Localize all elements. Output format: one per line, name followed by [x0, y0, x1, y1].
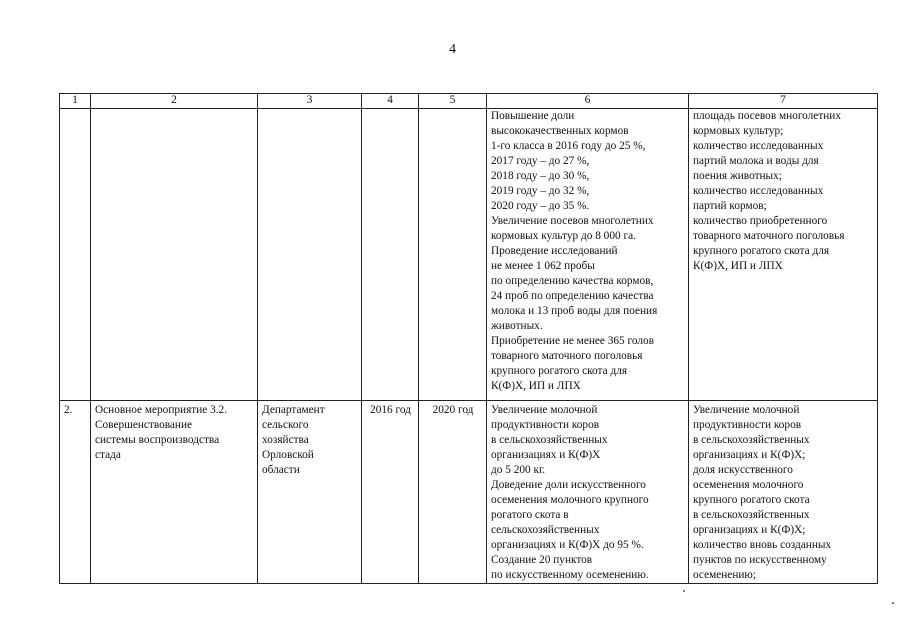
text-line: высококачественных кормов: [491, 125, 629, 137]
text-line: товарного маточного поголовья: [491, 350, 643, 362]
text-line: Увеличение посевов многолетних: [491, 215, 654, 227]
text-line: 24 проб по определению качества: [491, 290, 654, 302]
text-line: крупного рогатого скота: [693, 494, 810, 506]
text-line: организациях и К(Ф)Х: [491, 449, 601, 461]
text-line: сельскохозяйственных: [491, 524, 600, 536]
cell-results: [487, 109, 689, 401]
cell-results: [487, 401, 689, 584]
text-line: системы воспроизводства: [95, 434, 220, 446]
text-line: хозяйства: [262, 434, 309, 446]
text-line: сельского: [262, 419, 309, 431]
text-line: до 5 200 кг.: [491, 464, 546, 476]
header-row: [60, 94, 878, 109]
text-line: поения животных;: [693, 170, 782, 182]
text-line: организациях и К(Ф)Х;: [693, 524, 806, 536]
text-line: рогатого скота в: [491, 509, 569, 521]
text-line: осеменения молочного крупного: [491, 494, 649, 506]
text-line: 1-го класса в 2016 году до 25 %,: [491, 140, 646, 152]
header-col-7: 7: [689, 94, 878, 109]
text-line: Увеличение молочной: [693, 404, 800, 416]
cell-empty: [91, 109, 258, 401]
text-line: 2018 году – до 30 %,: [491, 170, 590, 182]
text-line: крупного рогатого скота для: [693, 245, 830, 257]
cell-indicators: [689, 401, 878, 584]
text-line: по искусственному осеменению.: [491, 569, 649, 581]
page-number: 4: [449, 42, 456, 57]
cell-empty: [362, 109, 419, 401]
text-line: животных.: [491, 320, 543, 332]
text-line: кормовых культур;: [693, 125, 784, 137]
cell-end-year: 2020 год: [419, 401, 487, 584]
text-line: Основное мероприятие 3.2.: [95, 404, 228, 416]
text-line: осеменению;: [693, 569, 756, 581]
text-line: партий кормов;: [693, 200, 767, 212]
header-col-1: 1: [60, 94, 91, 109]
text-line: количество исследованных: [693, 185, 824, 197]
cell-measure: [91, 401, 258, 584]
scan-speck: [683, 590, 685, 592]
text-line: количество вновь созданных: [693, 539, 832, 551]
header-col-5: 5: [419, 94, 487, 109]
text-line: продуктивности коров: [491, 419, 600, 431]
table-row: [60, 109, 878, 401]
text-line: в сельскохозяйственных: [693, 509, 810, 521]
text-line: количество исследованных: [693, 140, 824, 152]
cell-executor: [258, 401, 362, 584]
text-line: молока и 13 проб воды для поения: [491, 305, 658, 317]
table-row: [60, 401, 878, 584]
cell-empty: [258, 109, 362, 401]
text-line: кормовых культур до 8 000 га.: [491, 230, 636, 242]
text-line: Проведение исследований: [491, 245, 618, 257]
text-line: не менее 1 062 пробы: [491, 260, 595, 272]
text-line: организациях и К(Ф)Х;: [693, 449, 806, 461]
text-line: 2019 году – до 32 %,: [491, 185, 590, 197]
text-line: стада: [95, 449, 121, 461]
cell-indicators: [689, 109, 878, 401]
text-line: 2020 году – до 35 %.: [491, 200, 590, 212]
text-line: Увеличение молочной: [491, 404, 598, 416]
text-line: области: [262, 464, 300, 476]
text-line: крупного рогатого скота для: [491, 365, 628, 377]
cell-empty: [60, 109, 91, 401]
text-line: Департамент: [262, 404, 325, 416]
text-line: К(Ф)Х, ИП и ЛПХ: [693, 260, 783, 272]
text-line: по определению качества кормов,: [491, 275, 654, 287]
text-line: Доведение доли искусственного: [491, 479, 646, 491]
cell-empty: [419, 109, 487, 401]
header-col-3: 3: [258, 94, 362, 109]
text-line: 2017 году – до 27 %,: [491, 155, 590, 167]
measures-table: [59, 93, 878, 584]
text-line: в сельскохозяйственных: [693, 434, 810, 446]
text-line: Повышение доли: [491, 110, 575, 122]
scan-speck: [892, 602, 894, 604]
text-line: К(Ф)Х, ИП и ЛПХ: [491, 380, 581, 392]
cell-number: 2.: [60, 401, 91, 584]
text-line: количество приобретенного: [693, 215, 828, 227]
header-col-2: 2: [91, 94, 258, 109]
text-line: площадь посевов многолетних: [693, 110, 841, 122]
text-line: Орловской: [262, 449, 314, 461]
text-line: продуктивности коров: [693, 419, 802, 431]
text-line: Совершенствование: [95, 419, 193, 431]
text-line: пунктов по искусственному: [693, 554, 827, 566]
header-col-4: 4: [362, 94, 419, 109]
text-line: партий молока и воды для: [693, 155, 819, 167]
text-line: организациях и К(Ф)Х до 95 %.: [491, 539, 644, 551]
text-line: Создание 20 пунктов: [491, 554, 593, 566]
text-line: Приобретение не менее 365 голов: [491, 335, 654, 347]
cell-start-year: 2016 год: [362, 401, 419, 584]
header-col-6: 6: [487, 94, 689, 109]
text-line: осеменения молочного: [693, 479, 804, 491]
text-line: товарного маточного поголовья: [693, 230, 845, 242]
text-line: доля искусственного: [693, 464, 793, 476]
text-line: в сельскохозяйственных: [491, 434, 608, 446]
